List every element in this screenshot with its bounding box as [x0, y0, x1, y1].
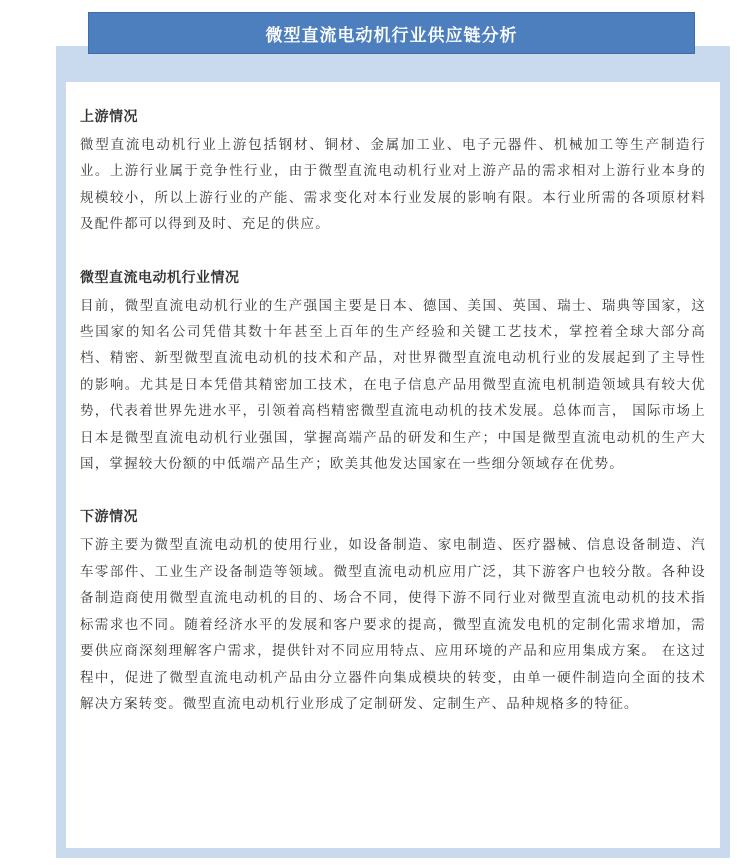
section-upstream — [80, 104, 706, 238]
page-title: 微型直流电动机行业供应链分析 — [88, 12, 695, 54]
section-heading: 下游情况 — [80, 509, 138, 526]
section-body: 下游主要为微型直流电动机的使用行业，如设备制造、家电制造、医疗器械、信息设备制造、汽车零部件、工业生产设备制造等领域。微型直流电动机应用广泛，其下游客户也较分散。各种设备制造商使用微型直流电动机的目的、场合不同，使得下游不同行业对微型直流电动机的技术指标需求也不同。随着经济水平的发展和客户要求的提高，微型直流发电机的定制化需求增加，需要供应商深刻理解客户需求，提供针对不同应用特点、应用环境的产品和应用集成方案。 在这过程中，促进了微型直流电动机产品由分立器件向集成模块的转变，由单一硬件制造向全面的技术解决方案转变。微型直流电动机行业形成了定制研发、定制生产、品种规格多的特征。 — [80, 537, 706, 712]
section-heading: 上游情况 — [80, 109, 138, 125]
content-panel — [66, 82, 720, 848]
section-body: 目前，微型直流电动机行业的生产强国主要是日本、德国、美国、英国、瑞士、瑞典等国家，这些国家的知名公司凭借其数十年甚至上百年的生产经验和关键工艺技术，掌控着全球大部分高档、精密、新型微型直流电动机的技术和产品，对世界微型直流电动机行业的发展起到了主导性的影响。尤其是日本凭借其精密加工技术，在电子信息产品用微型直流电机制造领域具有较大优势，代表着世界先进水平，引领着高档精密微型直流电动机的技术发展。总体而言， 国际市场上日本是微型直流电动机行业强国，掌握高端产品的研发和生产；中国是微型直流电动机的生产大国，掌握较大份额的中低端产品生产；欧美其他发达国家在一些细分领域存在优势。 — [80, 297, 706, 473]
section-heading: 微型直流电动机行业情况 — [80, 269, 240, 286]
section-body: 微型直流电动机行业上游包括钢材、铜材、金属加工业、电子元器件、机械加工等生产制造行业。上游行业属于竞争性行业，由于微型直流电动机行业对上游产品的需求相对上游行业本身的规模较小，所以上游行业的产能、需求变化对本行业发展的影响有限。本行业所需的各项原材料及配件都可以得到及时、充足的供应。 — [80, 137, 706, 233]
section-industry — [80, 265, 706, 478]
section-downstream — [80, 504, 706, 717]
